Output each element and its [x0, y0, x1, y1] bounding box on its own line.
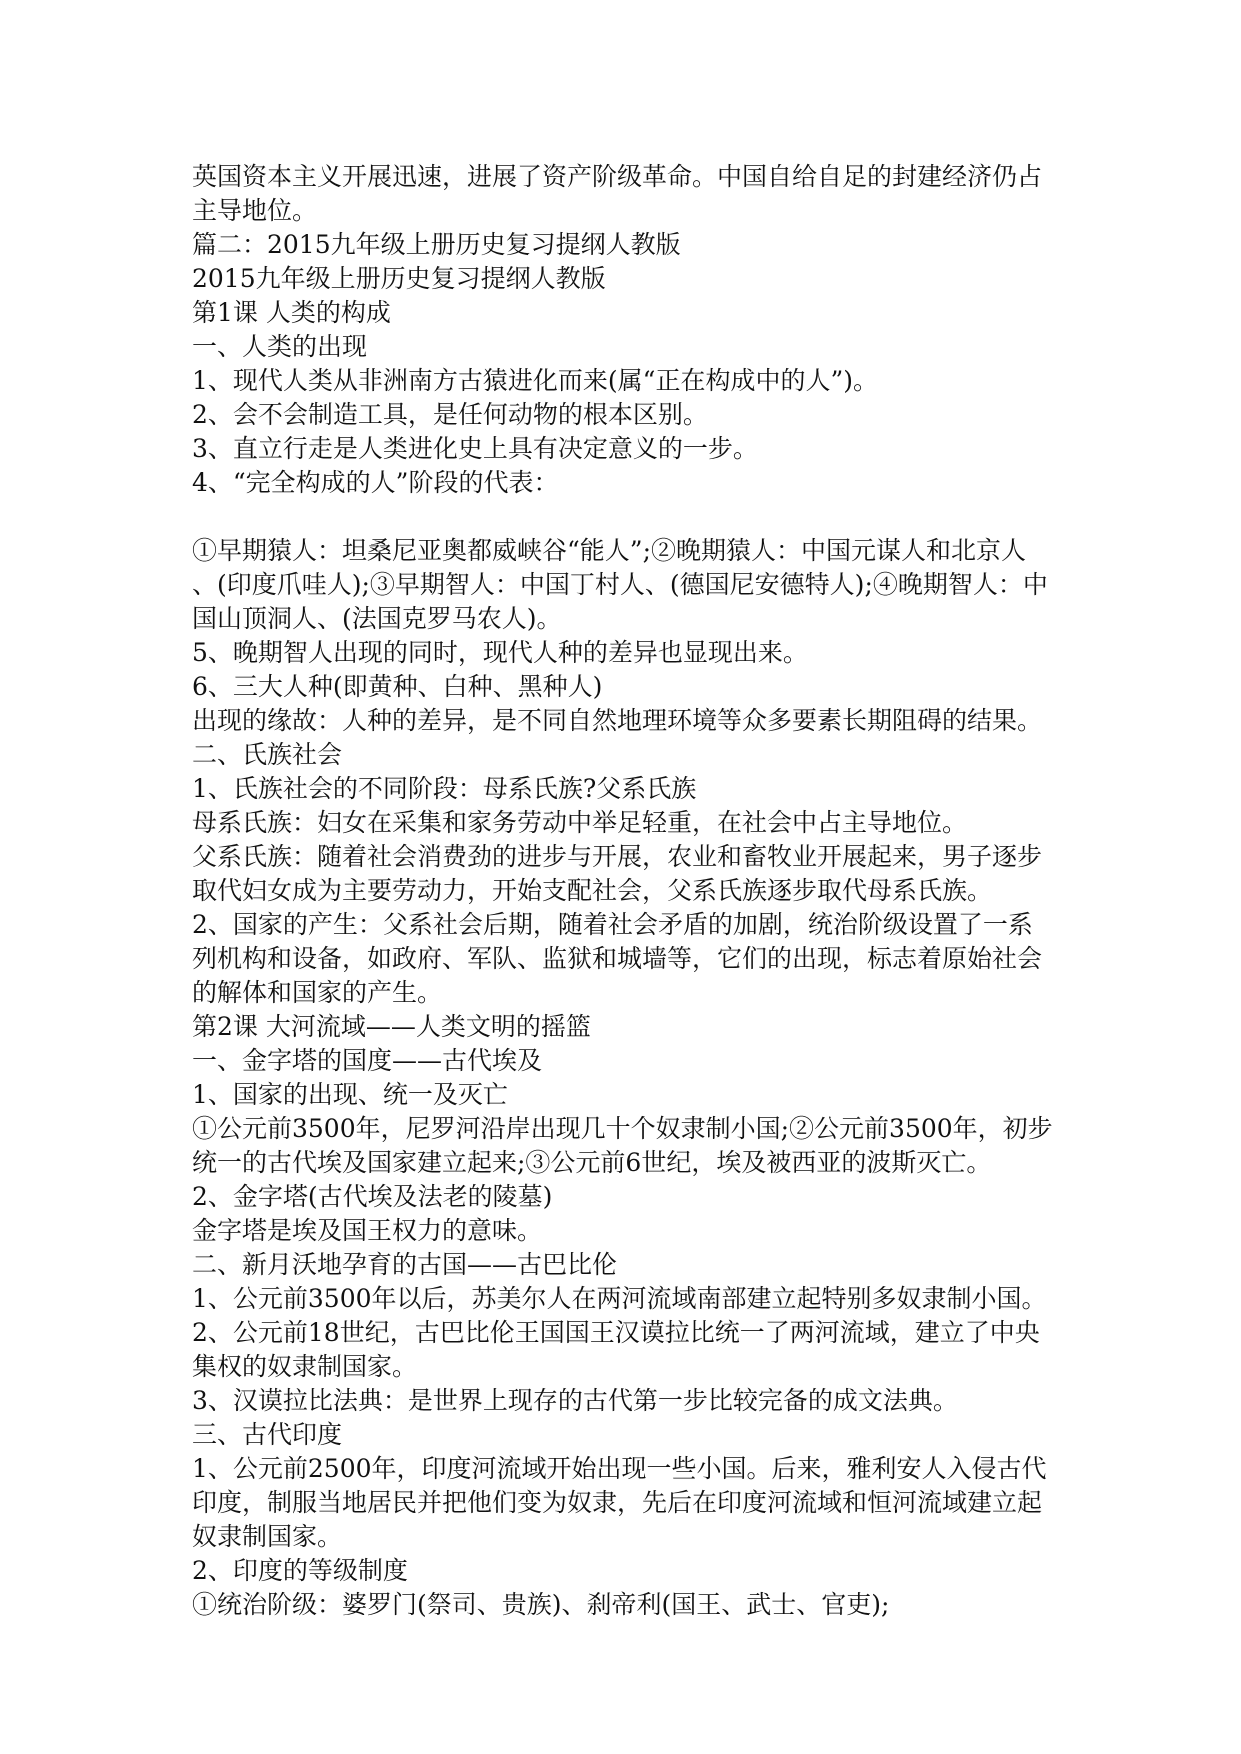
text-line: 6、三大人种(即黄种、白种、黑种人) — [192, 672, 603, 701]
text-line: 1、公元前2500年，印度河流域开始出现一些小国。后来，雅利安人入侵古代 — [192, 1454, 1047, 1483]
section-heading: 二、新月沃地孕育的古国——古巴比伦 — [192, 1250, 618, 1279]
blank-line — [192, 500, 1072, 534]
text-line: ①早期猿人：坦桑尼亚奥都威峡谷“能人”;②晚期猿人：中国元谋人和北京人 — [192, 536, 1026, 565]
text-line: 2、印度的等级制度 — [192, 1556, 408, 1585]
text-line: 父系氏族：随着社会消费劲的进步与开展，农业和畜牧业开展起来，男子逐步 — [192, 842, 1043, 871]
text-line: ①统治阶级：婆罗门(祭司、贵族)、刹帝利(国王、武士、官吏); — [192, 1590, 890, 1619]
text-line: 3、直立行走是人类进化史上具有决定意义的一步。 — [192, 434, 758, 463]
text-line: 1、氏族社会的不同阶段：母系氏族?父系氏族 — [192, 774, 697, 803]
section-heading: 二、氏族社会 — [192, 740, 343, 769]
lesson-heading: 第2课 大河流域——人类文明的摇篮 — [192, 1012, 591, 1041]
text-line: 母系氏族：妇女在采集和家务劳动中举足轻重，在社会中占主导地位。 — [192, 808, 968, 837]
text-line: 2、会不会制造工具，是任何动物的根本区别。 — [192, 400, 708, 429]
document-page — [192, 160, 1072, 1622]
text-line: 1、公元前3500年以后，苏美尔人在两河流域南部建立起特别多奴隶制小国。 — [192, 1284, 1047, 1313]
text-line: 3、汉谟拉比法典：是世界上现存的古代第一步比较完备的成文法典。 — [192, 1386, 958, 1415]
text-line: 1、国家的出现、统一及灭亡 — [192, 1080, 508, 1109]
text-line: 国山顶洞人、(法国克罗马农人)。 — [192, 604, 562, 633]
text-line: 2、公元前18世纪，古巴比伦王国国王汉谟拉比统一了两河流域，建立了中央 — [192, 1318, 1040, 1347]
section-heading: 一、人类的出现 — [192, 332, 368, 361]
text-line: 英国资本主义开展迅速，进展了资产阶级革命。中国自给自足的封建经济仍占 — [192, 162, 1043, 191]
text-line: 金字塔是埃及国王权力的意味。 — [192, 1216, 543, 1245]
text-line: 印度，制服当地居民并把他们变为奴隶，先后在印度河流域和恒河流域建立起 — [192, 1488, 1043, 1517]
text-line: 统一的古代埃及国家建立起来;③公元前6世纪，埃及被西亚的波斯灭亡。 — [192, 1148, 992, 1177]
text-line: 1、现代人类从非洲南方古猿进化而来(属“正在构成中的人”)。 — [192, 366, 878, 395]
document-title: 2015九年级上册历史复习提纲人教版 — [192, 264, 606, 293]
text-line: 主导地位。 — [192, 196, 318, 225]
text-line: 、(印度爪哇人);③早期智人：中国丁村人、(德国尼安德特人);④晚期智人：中 — [192, 570, 1048, 599]
text-line: 4、“完全构成的人”阶段的代表： — [192, 468, 559, 497]
text-line: 奴隶制国家。 — [192, 1522, 343, 1551]
text-line: 的解体和国家的产生。 — [192, 978, 443, 1007]
lesson-heading: 第1课 人类的构成 — [192, 298, 391, 327]
section-heading: 一、金字塔的国度——古代埃及 — [192, 1046, 543, 1075]
text-line: 列机构和设备，如政府、军队、监狱和城墙等，它们的出现，标志着原始社会 — [192, 944, 1043, 973]
text-line: 集权的奴隶制国家。 — [192, 1352, 418, 1381]
text-line: 出现的缘故：人种的差异，是不同自然地理环境等众多要素长期阻碍的结果。 — [192, 706, 1043, 735]
text-line: 5、晚期智人出现的同时，现代人种的差异也显现出来。 — [192, 638, 808, 667]
text-line: ①公元前3500年，尼罗河沿岸出现几十个奴隶制小国;②公元前3500年，初步 — [192, 1114, 1053, 1143]
text-line: 取代妇女成为主要劳动力，开始支配社会，父系氏族逐步取代母系氏族。 — [192, 876, 993, 905]
text-line: 2、金字塔(古代埃及法老的陵墓) — [192, 1182, 553, 1211]
text-line: 2、国家的产生：父系社会后期，随着社会矛盾的加剧，统治阶级设置了一系 — [192, 910, 1033, 939]
section-heading: 篇二：2015九年级上册历史复习提纲人教版 — [192, 230, 681, 259]
section-heading: 三、古代印度 — [192, 1420, 343, 1449]
